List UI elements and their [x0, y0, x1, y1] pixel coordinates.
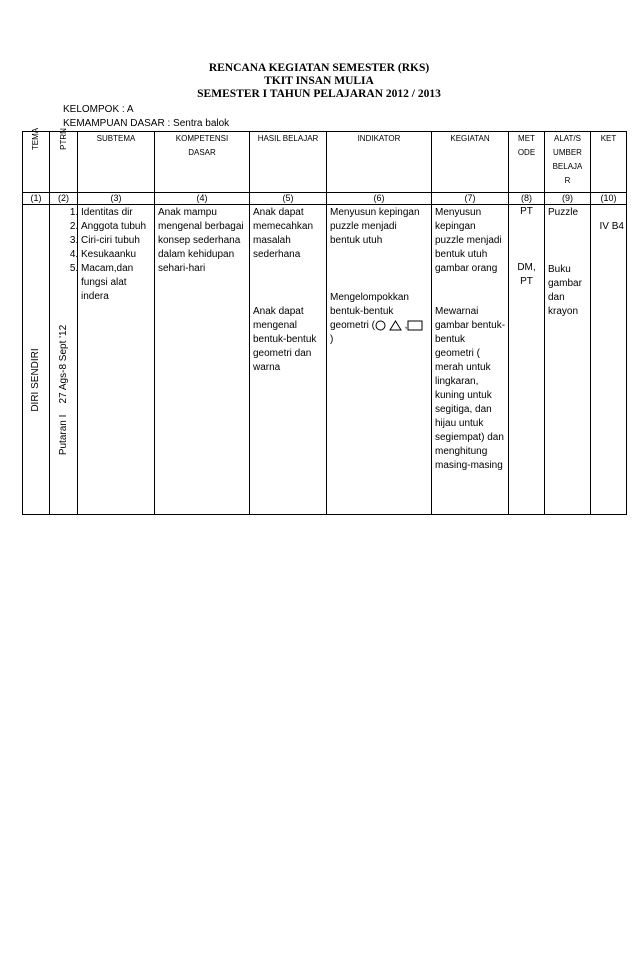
hasil-text-2: Anak dapat mengenal bentuk-bentuk geometri dan warna	[253, 306, 317, 373]
subtema-item: 3. Ciri-ciri tubuh	[81, 234, 152, 248]
ket-cell	[591, 205, 627, 515]
alat-cell	[545, 205, 591, 515]
num-cell: (6)	[327, 193, 432, 205]
rectangle-icon	[407, 320, 423, 331]
alat-text-1: Puzzle	[548, 207, 579, 218]
metode-text-1: PT	[520, 206, 533, 217]
num-cell: (5)	[250, 193, 327, 205]
metode-text-2b: PT	[520, 276, 533, 287]
circle-icon	[375, 320, 386, 331]
subtema-list	[78, 205, 154, 304]
col-tema: TEMA	[23, 132, 50, 193]
triangle-icon	[389, 320, 402, 331]
num-cell: (2)	[50, 193, 78, 205]
hasil-text-1: Anak dapat memecahkan masalah sederhana	[253, 207, 314, 260]
col-ket: KET	[591, 132, 627, 193]
ptrn-text: Putaran I 27 Ags-8 Sept '12	[57, 324, 69, 455]
indikator-text-1: Menyusun kepingan puzzle menjadi bentuk utuh	[330, 207, 420, 246]
num-cell: (4)	[155, 193, 250, 205]
indikator-text-2: Mengelompokkan bentuk-bentuk geometri ( , )	[327, 290, 431, 347]
num-cell: (1)	[23, 193, 50, 205]
num-cell: (8)	[509, 193, 545, 205]
kompetensi-text: Anak mampu mengenal berbagai konsep sederhana dalam kehidupan sehari-hari	[158, 207, 244, 274]
kemampuan-label: KEMAMPUAN DASAR : Sentra balok	[63, 118, 230, 129]
school-name: TKIT INSAN MULIA	[264, 75, 374, 87]
indikator-cell	[327, 205, 432, 515]
subtema-item: 4. Kesukaanku	[81, 248, 152, 262]
kompetensi-cell	[155, 205, 250, 515]
num-cell: (7)	[432, 193, 509, 205]
col-kompetensi: KOMPETENSI DASAR	[155, 132, 250, 193]
subtema-item: 5. Macam,dan fungsi alat indera	[81, 262, 152, 304]
col-metode: MET ODE	[509, 132, 545, 193]
col-kegiatan: KEGIATAN	[432, 132, 509, 193]
alat-text-2: Buku gambar dan krayon	[548, 264, 582, 317]
kegiatan-cell	[432, 205, 509, 515]
col-alat: ALAT/S UMBER BELAJA R	[545, 132, 591, 193]
col-ptrn: PTRN	[50, 132, 78, 193]
metode-cell	[509, 205, 545, 515]
semester-line: SEMESTER I TAHUN PELAJARAN 2012 / 2013	[197, 88, 441, 100]
kegiatan-text-2: Mewarnai gambar bentuk-bentuk geometri ( merah untuk lingkaran, kuning untuk segitiga, dan hijau untuk segiempat) dan menghitung masing-masing	[435, 306, 506, 471]
kegiatan-text-1: Menyusun kepingan puzzle menjadi bentuk utuh gambar orang	[435, 207, 502, 274]
col-hasil: HASIL BELAJAR	[250, 132, 327, 193]
ptrn-cell	[50, 205, 78, 515]
document-title: RENCANA KEGIATAN SEMESTER (RKS)	[208, 62, 430, 74]
tema-cell	[23, 205, 50, 515]
hasil-cell	[250, 205, 327, 515]
rks-table	[22, 127, 627, 515]
col-subtema: SUBTEMA	[78, 132, 155, 193]
tema-text: DIRI SENDIRI	[30, 347, 41, 412]
header-row	[23, 132, 627, 193]
number-row	[23, 193, 627, 205]
metode-text-2a: DM,	[517, 262, 536, 273]
subtema-item: 1. Identitas dir	[81, 206, 152, 220]
num-cell: (9)	[545, 193, 591, 205]
kelompok-label: KELOMPOK : A	[63, 104, 134, 115]
subtema-item: 2. Anggota tubuh	[81, 220, 152, 234]
content-row	[23, 205, 627, 515]
subtema-cell	[78, 205, 155, 515]
num-cell: (10)	[591, 193, 627, 205]
col-indikator: INDIKATOR	[327, 132, 432, 193]
num-cell: (3)	[78, 193, 155, 205]
ket-text: IV B4	[599, 221, 624, 232]
